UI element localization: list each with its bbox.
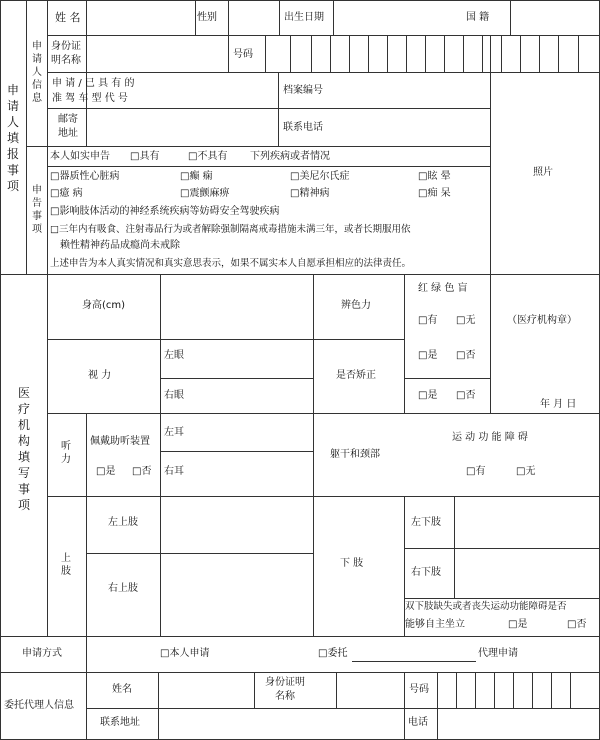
grid-line <box>160 274 161 636</box>
grid-line <box>0 636 600 637</box>
grid-line <box>47 35 600 36</box>
applicant-info-label: 申请人信息 <box>32 41 42 104</box>
id-doc-name-label-1: 身份证 <box>51 41 81 52</box>
agent-id-doc-label-1: 身份证明 <box>265 677 305 688</box>
agent-address-label: 联系地址 <box>100 717 140 728</box>
grid-line <box>404 548 600 549</box>
grid-line <box>437 672 438 740</box>
agent-info-label: 委托代理人信息 <box>4 700 74 711</box>
grid-line <box>26 0 27 274</box>
agent-phone-label: 电话 <box>408 717 428 728</box>
applicant-section-label: 申请人填报事项 <box>6 83 19 193</box>
vertigo-checkbox[interactable]: □眩 晕 <box>418 171 451 182</box>
grid-line <box>570 672 571 708</box>
right-eye-label: 右眼 <box>164 390 184 401</box>
grid-line <box>0 0 1 740</box>
agent-id-doc-label-2: 名称 <box>275 691 295 702</box>
grid-line <box>86 0 87 146</box>
limb-disease-checkbox[interactable]: □影响肢体活动的神经系统疾病等妨碍安全驾驶疾病 <box>50 206 280 217</box>
epilepsy-checkbox[interactable]: □癫 痫 <box>180 171 213 182</box>
left-corrected-yes-checkbox[interactable]: □是 <box>418 350 438 361</box>
grid-line <box>330 35 331 72</box>
grid-line <box>278 72 279 146</box>
grid-line <box>551 672 552 708</box>
declaration-following: 下列疾病或者情况 <box>250 151 330 162</box>
grid-line <box>482 35 483 72</box>
file-number-label: 档案编号 <box>283 85 323 96</box>
grid-line <box>539 35 540 72</box>
application-method-label: 申请方式 <box>22 648 62 659</box>
grid-line <box>86 708 600 709</box>
right-ear-label: 右耳 <box>164 466 184 477</box>
grid-line <box>444 35 445 72</box>
grid-line <box>404 496 405 636</box>
grid-line <box>0 274 600 275</box>
grid-line <box>265 35 266 72</box>
entrust-checkbox[interactable]: □委托 <box>318 648 348 659</box>
declaration-yes-checkbox[interactable]: □具有 <box>130 151 160 162</box>
tremor-checkbox[interactable]: □震颤麻痹 <box>180 188 230 199</box>
sit-up-yes-checkbox[interactable]: □是 <box>508 619 528 630</box>
lower-missing-label-1: 双下肢缺失或者丧失运动功能障碍是否 <box>405 601 567 612</box>
hearing-aid-label: 佩戴助听装置 <box>90 436 150 447</box>
institution-seal-label: （医疗机构章） <box>507 315 577 326</box>
upper-limb-label: 上肢 <box>61 553 71 577</box>
grid-line <box>336 672 337 708</box>
left-eye-label: 左眼 <box>164 350 184 361</box>
grid-line <box>558 35 559 72</box>
drugs-continued: 赖性精神药品成瘾尚未戒除 <box>60 240 180 251</box>
grid-line <box>510 0 511 35</box>
grid-line <box>47 339 404 340</box>
color-vision-label: 辨色力 <box>341 300 371 311</box>
grid-line <box>520 35 521 72</box>
grid-line <box>47 72 600 73</box>
gender-label: 性别 <box>197 12 217 23</box>
grid-line <box>404 274 405 413</box>
grid-line <box>494 672 495 708</box>
grid-line <box>47 0 48 274</box>
grid-line <box>463 35 464 72</box>
name-label: 姓 名 <box>55 11 81 24</box>
hearing-label: 听力 <box>61 441 71 465</box>
right-corrected-yes-checkbox[interactable]: □是 <box>418 390 438 401</box>
meniere-checkbox[interactable]: □美尼尔氏症 <box>290 171 350 182</box>
mail-address-label-1: 邮寄 <box>58 114 78 125</box>
left-corrected-no-checkbox[interactable]: □否 <box>456 350 476 361</box>
grid-line <box>333 0 334 35</box>
grid-line <box>86 496 87 636</box>
grid-line <box>368 35 369 72</box>
grid-line <box>490 274 491 413</box>
red-green-label: 红 绿 色 盲 <box>418 283 468 294</box>
lower-missing-label-2: 能够自主坐立 <box>405 619 465 630</box>
grid-line <box>475 672 476 708</box>
heart-disease-checkbox[interactable]: □器质性心脏病 <box>50 171 120 182</box>
declaration-statement: 上述申告为本人真实情况和真实意思表示，如果不属实本人自愿承担相应的法律责任。 <box>50 258 412 269</box>
grid-line <box>387 35 388 72</box>
trunk-neck-label: 躯干和颈部 <box>330 449 380 460</box>
grid-line <box>47 496 600 497</box>
grid-line <box>228 35 229 72</box>
grid-line <box>578 35 579 72</box>
grid-line <box>26 146 490 147</box>
entrust-underline <box>352 661 476 662</box>
declaration-intro: 本人如实申告 <box>50 151 110 162</box>
right-corrected-no-checkbox[interactable]: □否 <box>456 390 476 401</box>
left-lower-limb-label: 左下肢 <box>411 517 441 528</box>
id-doc-name-label-2: 明名称 <box>51 55 81 66</box>
right-upper-limb-label: 右上肢 <box>108 583 138 594</box>
grid-line <box>425 35 426 72</box>
declaration-no-checkbox[interactable]: □不具有 <box>188 151 228 162</box>
vision-label: 视 力 <box>88 370 112 381</box>
grid-line <box>47 108 490 109</box>
grid-line <box>311 35 312 72</box>
id-number-label: 号码 <box>233 49 253 60</box>
right-lower-limb-label: 右下肢 <box>411 567 441 578</box>
grid-line <box>47 274 48 636</box>
grid-line <box>501 35 502 72</box>
agent-apply-label: 代理申请 <box>478 648 518 659</box>
mail-address-label-2: 地址 <box>58 128 78 139</box>
grid-line <box>490 35 491 274</box>
left-ear-label: 左耳 <box>164 427 184 438</box>
sit-up-no-checkbox[interactable]: □否 <box>567 619 587 630</box>
grid-line <box>47 413 600 414</box>
drugs-checkbox[interactable]: □三年内有吸食、注射毒品行为或者解除强制隔离戒毒措施未满三年，或者长期服用依 <box>50 224 411 235</box>
grid-line <box>86 636 87 740</box>
grid-line <box>47 166 490 167</box>
agent-name-label: 姓名 <box>112 684 132 695</box>
grid-line <box>228 0 229 35</box>
photo-label: 照片 <box>533 167 553 178</box>
grid-line <box>404 378 490 379</box>
grid-line <box>160 378 313 379</box>
dementia-checkbox[interactable]: □痴 呆 <box>418 188 451 199</box>
phone-label: 联系电话 <box>283 122 323 133</box>
hearing-aid-no-checkbox[interactable]: □否 <box>132 466 152 477</box>
nationality-label: 国 籍 <box>466 12 490 23</box>
grid-line <box>195 0 196 35</box>
motor-disorder-none-checkbox[interactable]: □无 <box>516 466 536 477</box>
lower-limb-label: 下 肢 <box>340 558 364 569</box>
vehicle-type-label-1: 申 请 / 已 具 有 的 <box>52 78 135 89</box>
hysteria-checkbox[interactable]: □癔 病 <box>50 188 83 199</box>
hearing-aid-yes-checkbox[interactable]: □是 <box>96 466 116 477</box>
grid-line <box>0 672 600 673</box>
grid-line <box>406 35 407 72</box>
grid-line <box>454 496 455 598</box>
grid-line <box>349 35 350 72</box>
grid-line <box>254 672 255 708</box>
colorblind-have-checkbox[interactable]: □有 <box>418 315 438 326</box>
motor-disorder-label: 运 动 功 能 障 碍 <box>452 432 528 443</box>
seal-date-label: 年 月 日 <box>540 399 577 410</box>
declaration-section-label: 申告事项 <box>32 185 42 235</box>
grid-line <box>160 451 313 452</box>
grid-line <box>404 672 405 740</box>
grid-line <box>290 35 291 72</box>
grid-line <box>86 553 313 554</box>
grid-line <box>456 672 457 708</box>
grid-line <box>532 672 533 708</box>
grid-line <box>279 0 280 35</box>
height-label: 身高(cm) <box>82 300 126 311</box>
self-apply-checkbox[interactable]: □本人申请 <box>160 648 210 659</box>
left-upper-limb-label: 左上肢 <box>108 517 138 528</box>
mental-illness-checkbox[interactable]: □精神病 <box>290 188 330 199</box>
vehicle-type-label-2: 准 驾 车 型 代 号 <box>52 93 128 104</box>
corrected-label: 是否矫正 <box>336 370 376 381</box>
grid-line <box>513 672 514 708</box>
grid-line <box>404 598 600 599</box>
grid-line <box>313 274 314 636</box>
colorblind-none-checkbox[interactable]: □无 <box>456 315 476 326</box>
medical-section-label: 医疗机构填写事项 <box>17 386 30 512</box>
grid-line <box>158 672 159 740</box>
agent-number-label: 号码 <box>409 684 429 695</box>
motor-disorder-have-checkbox[interactable]: □有 <box>466 466 486 477</box>
grid-line <box>86 413 87 496</box>
birth-date-label: 出生日期 <box>284 12 324 23</box>
